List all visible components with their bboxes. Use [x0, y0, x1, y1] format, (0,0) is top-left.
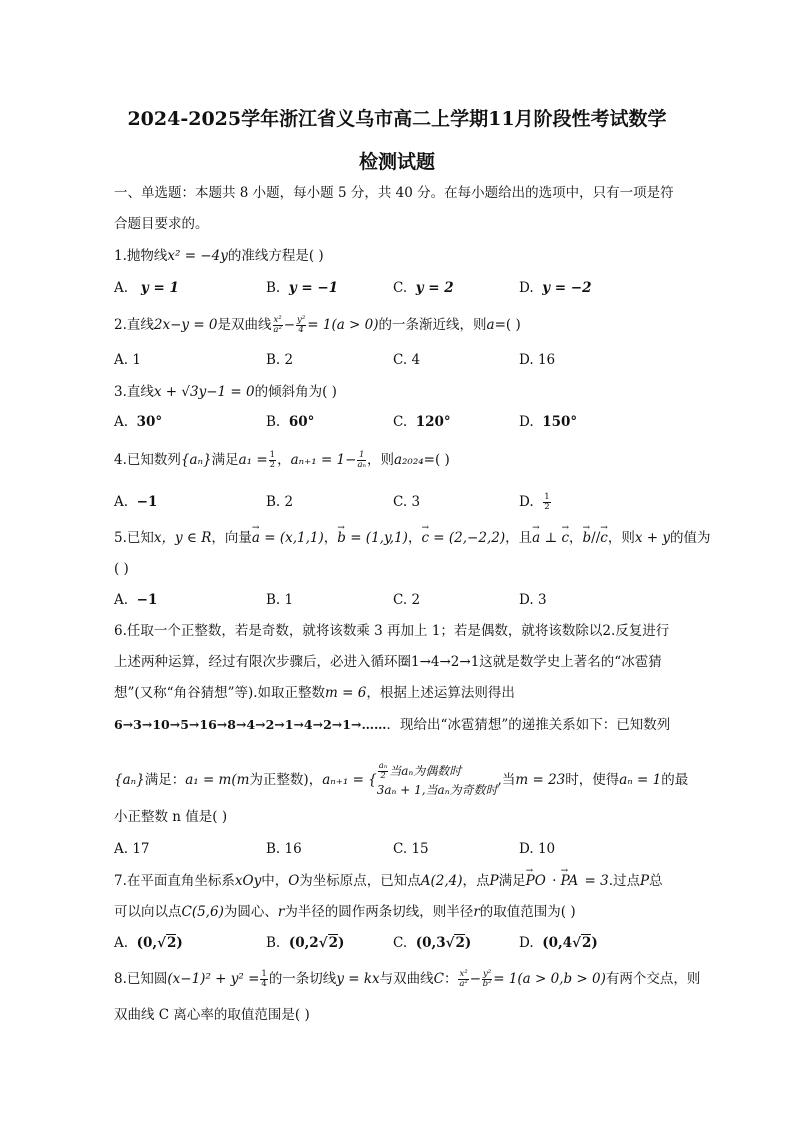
q7-option-d: D. (0,4√2)	[519, 935, 598, 951]
question-3-stem	[114, 383, 337, 401]
q1-option-a	[114, 279, 179, 297]
question-4-stem	[114, 451, 450, 470]
q2-suffix: 的一条渐近线，则	[378, 317, 487, 333]
question-8-line1: 8.已知圆(x−1)² + y² = $\frac{1}{4}$ 的一条切线y = kx与双曲线C： $\frac{\text{x²}}{\text{a²}}$ − $\frac{\text{y²}}{\text{b²}}$ = 1(a > 0,b > 0)有两个交点，则	[114, 969, 701, 989]
q1-option-c	[393, 279, 454, 297]
q4-option-b: B. 2	[266, 494, 294, 510]
q4-option-c: C. 3	[393, 494, 421, 510]
question-1-stem	[114, 247, 324, 265]
option-label: B.	[266, 280, 281, 296]
vector-b: → b	[337, 529, 346, 547]
q1-option-b	[266, 279, 338, 297]
q2-option-b: B. 2	[266, 352, 294, 368]
q4-option-a: A. −1	[114, 494, 158, 510]
q4-rec-fraction: $\frac{1}{\text{aₙ}}$	[357, 450, 366, 470]
q2-prefix: 2.直线	[114, 317, 154, 333]
q6-option-d: D. 10	[519, 841, 556, 857]
q7-option-b: B. (0,2√2)	[266, 935, 345, 951]
q2-fraction-y: $\frac{\text{y²}}{4}$	[297, 315, 306, 335]
option-text: y = −2	[542, 280, 592, 296]
question-7-line2: 可以向以点C(5,6)为圆心、r为半径的圆作两条切线，则半径r的取值范围为( )	[114, 904, 576, 920]
q4-a1: a₁ =	[238, 452, 268, 468]
question-6-line2: 上述两种运算，经过有限次步骤后，必进入循环圈1→4→2→1这就是数学史上著名的“冰雹猜	[114, 654, 662, 670]
q4-sequence: {aₙ}	[180, 452, 212, 468]
q3-suffix: 的倾斜角为( )	[254, 384, 337, 400]
question-7-line1: 7.在平面直角坐标系xOy中，O为坐标原点，已知点A(2,4)，点P满足→ PO · → PA = 3.过点P总	[114, 872, 663, 890]
q1-suffix: 的准线方程是( )	[227, 248, 324, 264]
question-6-line6: 小正整数 n 值是( )	[114, 809, 228, 825]
q2-fraction-x: $\frac{\text{x²}}{\text{a²}}$	[273, 315, 282, 335]
option-label: D.	[519, 280, 534, 296]
q3-prefix: 3.直线	[114, 384, 154, 400]
section-instructions-line1: 一、单选题：本题共 8 小题，每小题 5 分，共 40 分。在每小题给出的选项中，只有一项是符	[114, 185, 674, 201]
q2-option-d: D. 16	[519, 352, 556, 368]
q2-condition: = 1(a > 0)	[307, 317, 379, 333]
q3-option-d: D. 150°	[519, 414, 578, 430]
q5-option-d: D. 3	[519, 592, 547, 608]
section-instructions-line2: 合题目要求的。	[114, 216, 209, 232]
exam-title-line1: 2024-2025学年浙江省义乌市高二上学期11月阶段性考试数学	[127, 108, 667, 130]
vector-pa: → PA	[561, 872, 581, 890]
q4-option-d-fraction: $\frac{1}{2}$	[544, 492, 550, 512]
question-6-line5: {aₙ}满足：a₁ = m(m为正整数)，aₙ₊₁ = { $\frac{\text{aₙ}}{2}$ 当aₙ为偶数时 3aₙ + 1,当aₙ为奇数时 ,当m = 23时，使得aₙ = 1的最	[114, 761, 689, 797]
q4-option-d: D. $\frac{1}{2}$	[519, 492, 550, 512]
q5-vars: x，y ∈ R	[153, 530, 212, 546]
q1-prefix: 1.抛物线	[114, 248, 168, 264]
q2-line-equation: 2x−y = 0	[153, 317, 218, 333]
q4-suffix: ，则	[366, 452, 394, 468]
question-5-blank: ( )	[114, 561, 129, 577]
exam-title-line2: 检测试题	[358, 151, 435, 173]
q2-option-a: A. 1	[114, 352, 141, 368]
question-6-line4: 6→3→10→5→16→8→4→2→1→4→2→1→……．现给出“冰雹猜想”的递推关系如下：已知数列	[114, 717, 671, 733]
q5-option-a: A. −1	[114, 592, 158, 608]
q3-option-a: A. 30°	[114, 414, 163, 430]
q4-target: a₂₀₂₄	[393, 452, 424, 468]
q4-mid: 满足	[211, 452, 239, 468]
option-label: A.	[114, 280, 129, 296]
vector-c: → c	[421, 529, 429, 547]
q3-equation: x + √3y−1 = 0	[153, 384, 255, 400]
piecewise-recurrence: $\frac{\text{aₙ}}{2}$ 当aₙ为偶数时 3aₙ + 1,当aₙ为奇数时	[376, 761, 498, 797]
q2-variable: a	[486, 317, 495, 333]
question-5-stem: 5.已知x，y ∈ R，向量→ a = (x,1,1)，→ b = (1,y,1)，→ c = (2,−2,2)，且→ a ⊥ → c，→ b//→ c，则x + y的值为	[114, 529, 710, 547]
q4-prefix: 4.已知数列	[114, 452, 181, 468]
question-6-line1: 6.任取一个正整数，若是奇数，就将该数乘 3 再加上 1；若是偶数，就将该数除以2.反复进行	[114, 623, 670, 639]
q4-half: $\frac{1}{2}$	[269, 450, 276, 470]
q5-option-c: C. 2	[393, 592, 421, 608]
q3-option-c: C. 120°	[393, 414, 451, 430]
q6-option-a: A. 17	[114, 841, 150, 857]
q2-end: =( )	[494, 317, 521, 333]
q7-option-a: A. (0,√2)	[114, 935, 183, 951]
option-text: y = 1	[140, 280, 179, 296]
q6-option-b: B. 16	[266, 841, 302, 857]
q4-comma: ，	[277, 452, 291, 468]
question-2-stem	[114, 316, 521, 335]
q1-option-d	[519, 279, 592, 297]
q2-minus: −	[283, 317, 296, 333]
question-6-line3: 想”(又称“角谷猜想”等).如取正整数m = 6，根据上述运算法则得出	[114, 685, 515, 701]
q6-option-c: C. 15	[393, 841, 429, 857]
vector-po: → PO	[526, 872, 548, 890]
option-label: C.	[393, 280, 408, 296]
option-text: y = 2	[415, 280, 454, 296]
q2-option-c: C. 4	[393, 352, 421, 368]
option-text: y = −1	[288, 280, 339, 296]
q1-equation: x² = −4y	[167, 248, 228, 264]
hailstone-sequence: 6→3→10→5→16→8→4→2→1→4→2→1→……	[114, 717, 387, 732]
question-8-line2: 双曲线 C 离心率的取值范围是( )	[114, 1007, 310, 1023]
q4-recurrence: aₙ₊₁ = 1−	[290, 452, 357, 468]
q3-option-b: B. 60°	[266, 414, 315, 430]
vector-a: → a	[252, 529, 260, 547]
q2-mid: 是双曲线	[217, 317, 272, 333]
q7-option-c: C. (0,3√2)	[393, 935, 472, 951]
q5-option-b: B. 1	[266, 592, 294, 608]
cycle-sequence: 1→4→2→1	[411, 654, 480, 670]
q4-end: =( )	[423, 452, 450, 468]
